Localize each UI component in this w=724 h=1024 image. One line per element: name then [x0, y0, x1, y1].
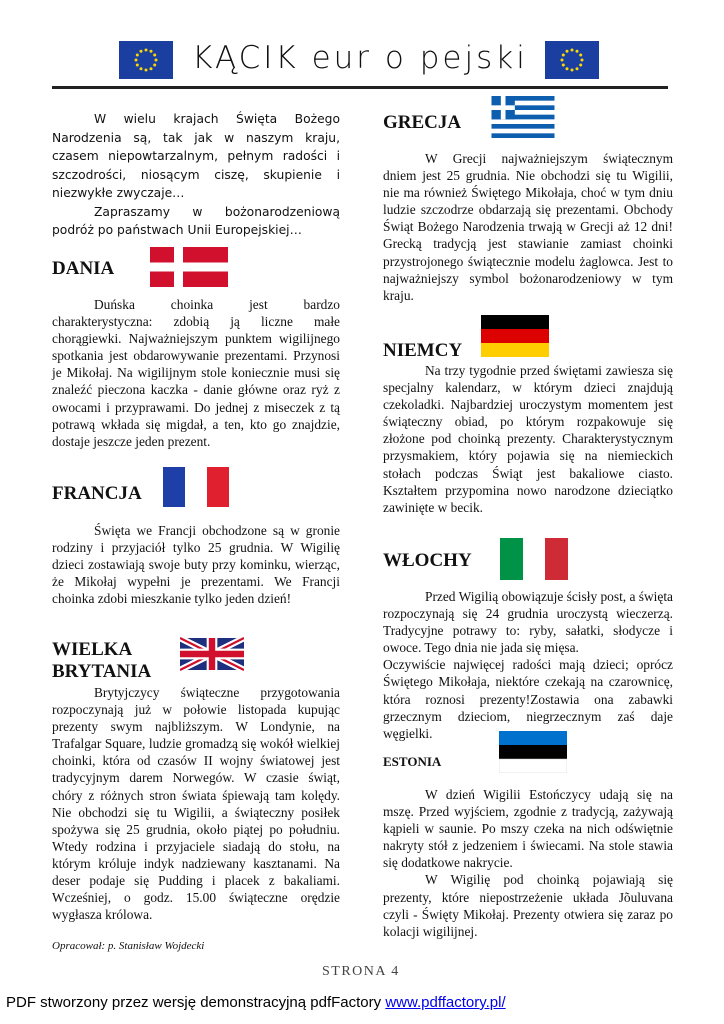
- section-wlochy: [383, 588, 673, 742]
- section-text-estonia-2: W Wigilię pod choinką pojawiają się prezenty, które niepostrzeżenie układa Jõuluvana czyli - Święty Mikołaj. Prezenty otwiera się zaraz po kolacji wigilijnej.: [383, 872, 673, 939]
- author-credit: Opracował: p. Stanisław Wojdecki: [52, 940, 205, 952]
- italy-flag-icon: [500, 538, 568, 580]
- eu-flag-right-icon: [545, 41, 599, 79]
- estonia-flag-icon: [499, 731, 567, 773]
- eu-flag-left-icon: [119, 41, 173, 79]
- section-francja: [52, 522, 340, 607]
- section-heading-brytania: BRYTANIA: [52, 661, 152, 682]
- pdf-banner: [6, 994, 506, 1011]
- pdf-banner-text: PDF stworzony przez wersję demonstracyjną pdfFactory: [6, 994, 386, 1011]
- section-grecja: [383, 150, 673, 304]
- section-text-dania: Duńska choinka jest bardzo charakterystyczna: zdobią ją liczne małe chorągiewki. Najważniejszym punktem wigilijnego spotkania jest obdarowywanie prezentami. Przynosi je Mikołaj. Na wigilijnym stole koniecznie musi się znaleźć pieczona kaczka - danie główne oraz ryż z owocami i przyprawami. Do jednej z miseczek z tą potrawą wkłada się migdał, a ten, kto go znajdzie, dostaje jeszcze jeden prezent.: [52, 297, 340, 449]
- denmark-flag-icon: [150, 247, 228, 287]
- section-heading-niemcy: NIEMCY: [383, 340, 463, 361]
- section-text-niemcy: Na trzy tygodnie przed świętami zawiesza się specjalny kalendarz, w którym dzieci znajdują czekoladki. Najbardziej uroczystym momentem jest świąteczny obiad, po którym rozpakowuje się złożone pod choinką prezenty. Charakterystycznym przysmakiem, który pojawia się na niemieckich stołach podczas Świąt jest bakaliowe ciasto. Kształtem przypomina nowo narodzone dzieciątko zawinięte w becik.: [383, 363, 673, 515]
- section-text-wlochy: Przed Wigilią obowiązuje ścisły post, a święta rozpoczynają się 24 grudnia uroczystą wieczerzą. Tradycyjne potrawy to: ryby, sałatki, słodycze i owoce. Tego dnia nie jada się mięsa.: [383, 589, 674, 656]
- section-text-wlochy-2: Oczywiście najwięcej radości mają dzieci; oprócz Świętego Mikołaja, niektóre czekają na czarownicę, która roznosi prezenty!Zostawia ona zabawki grzecznym dzieciom, niegrzecznym zaś daje węgielki.: [383, 657, 673, 741]
- section-wielka-brytania: [52, 684, 340, 923]
- section-text-wielka-brytania: Brytyjczycy świąteczne przygotowania rozpoczynają już w połowie listopada kupując prezenty swym najbliższym. W Londynie, na Trafalgar Square, ludzie gromadzą się wokół wielkiej choinki, która od czasów II wojny światowej jest tradycyjnym darem Norwegów. W czasie świąt, chóry z różnych stron świata śpiewają tam kolędy. Nie obchodzi się tu Wigilii, a świąteczny posiłek spożywa się 25 grudnia, około piątej po południu. Wtedy rodzina i przyjaciele siadają do stołu, na którym króluje indyk nadziewany kasztanami. Na deser podaje się Pudding i placek z bakaliami. Wcześniej, o godz. 15.00 świąteczne orędzie wygłasza królowa.: [52, 685, 340, 923]
- section-dania: [52, 296, 340, 450]
- section-heading-wlochy: WŁOCHY: [383, 550, 472, 571]
- intro-paragraph: W wielu krajach Święta Bożego Narodzenia są, tak jak w naszym kraju, czasem niepowtarzalnym, pełnym radości i szczodrości, niosącym ciszę, skupienie i niezwykłe zwyczaje…: [52, 112, 340, 200]
- section-heading-francja: FRANCJA: [52, 483, 142, 504]
- header-divider: [52, 86, 668, 89]
- section-estonia: [383, 786, 673, 940]
- section-text-grecja: W Grecji najważniejszym świątecznym dniem jest 25 grudnia. Nie obchodzi się tu Wigilii, nie ma również Świętego Mikołaja, choć w tym dniu ludzie szczodrze obdarzają się prezentami. Obchody Świąt Bożego Narodzenia trwają w Grecji aż 12 dni! Grecką tradycją jest stawianie zamiast choinki przystrojonego świątecznie modelu żaglowca. Jest to najważniejszy symbol bożonarodzeniowy w tym kraju.: [383, 151, 673, 303]
- greece-flag-icon: [490, 96, 556, 138]
- pdffactory-link[interactable]: www.pdffactory.pl/: [385, 994, 506, 1011]
- section-text-francja: Święta we Francji obchodzone są w gronie rodziny i przyjaciół tylko 25 grudnia. W Wigilię dzieci zostawiają swoje buty przy kominku, wierząc, że Mikołaj wypełni je prezentami. We Francji choinka zdobi mieszkanie tylko jeden dzień!: [52, 523, 340, 607]
- section-heading-grecja: GRECJA: [383, 112, 462, 133]
- uk-flag-icon: [180, 637, 244, 671]
- section-niemcy: [383, 362, 673, 516]
- intro-paragraph-2: Zapraszamy w bożonarodzeniową podróż po państwach Unii Europejskiej…: [52, 204, 340, 237]
- germany-flag-icon: [481, 315, 549, 357]
- france-flag-icon: [163, 467, 229, 507]
- section-heading-dania: DANIA: [52, 258, 115, 279]
- page-title: KĄCIK eur o pejski: [192, 40, 528, 76]
- section-text-estonia: W dzień Wigilii Estończycy udają się na mszę. Przed wyjściem, zgodnie z tradycją, zażywają kąpieli w saunie. Po mszy czeka na nich odświętnie nakryty stół z jedzeniem i świecami. Na stole stawia się dodatkowe nakrycie.: [383, 787, 673, 871]
- section-heading-estonia: ESTONIA: [383, 754, 442, 769]
- section-heading-wielka: WIELKA: [52, 639, 133, 660]
- intro: [52, 110, 340, 240]
- page-number: STRONA 4: [322, 964, 400, 979]
